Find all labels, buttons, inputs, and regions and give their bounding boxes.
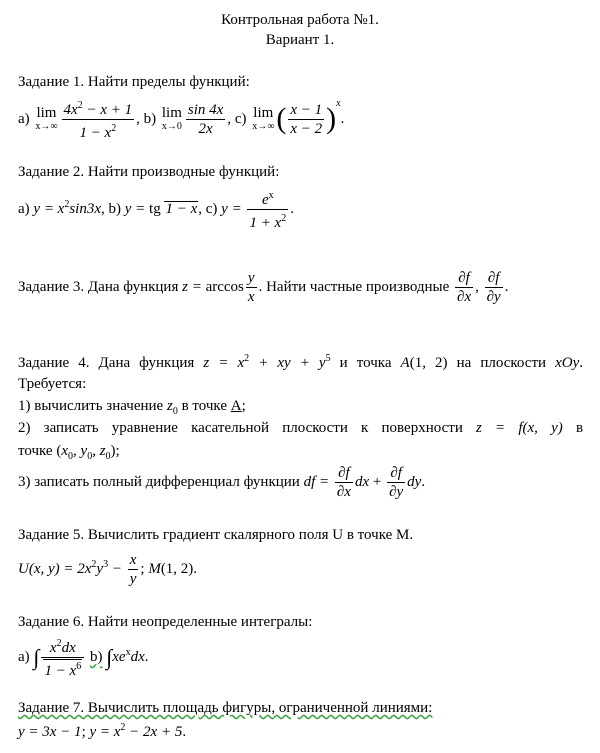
limit-operator: lim x→0 xyxy=(161,104,182,132)
variant-title: Вариант 1. xyxy=(265,32,335,48)
fraction: $\frac{\partial f}{\partial y}$ xyxy=(486,270,501,305)
task-4-line-1: Задание 4. Дана функция $z = x^2$ + xy + $y^5$ и точка A(1, 2) на плоскости xOy. xyxy=(18,353,583,371)
fraction: $\frac{x^2dx}{1 - x^6}$ xyxy=(41,636,84,679)
fraction: $\frac{y}{x}$ xyxy=(247,270,255,305)
task-1-formulas: a) lim x→∞ $\frac{4x^2 - x + 1}{1 - x^2}$ , b) lim x→0 $\frac{\sin 4x}{2x}$ , c) lim x→∞ ( $\frac{x - 1}{x - 2}$ )$^x$. xyxy=(18,98,345,141)
task-4-heading: Задание 4. Дана функция xyxy=(18,355,195,371)
task-4-step-1: 1) вычислить значение $z_0$ в точке A; xyxy=(18,398,246,417)
fraction: $\frac{x - 1}{x - 2}$ xyxy=(290,102,323,137)
fraction: $\frac{\partial f}{\partial x}$ xyxy=(457,270,472,305)
task-7-formula: y = 3x − 1; $y = x^2 - 2x + 5$. xyxy=(18,722,187,740)
task-3-mid-text: . Найти частные производные xyxy=(258,278,450,295)
task-2-formulas: a) $y = x^2\sin 3x$, b) y = tg 1 − x, c) y = $\frac{e^x}{1 + x^2}$ . xyxy=(18,190,294,231)
limit-operator: lim x→∞ xyxy=(252,104,275,132)
task-4-step-2: 2) записать уравнение касательной плоскости к поверхности z = f(x, y) в xyxy=(18,420,584,436)
fraction: $\frac{\sin 4x}{2x}$ xyxy=(187,102,224,137)
task-7-heading: Задание 7. Вычислить площадь фигуры, ограниченной линиями: xyxy=(18,700,433,716)
task-5-heading: Задание 5. Вычислить градиент скалярного поля U в точке M. xyxy=(18,527,414,543)
fraction: $\frac{\partial f}{\partial x}$ xyxy=(336,465,351,500)
fraction: $\frac{4x^2 - x + 1}{1 - x^2}$ xyxy=(63,100,133,141)
document-title: Контрольная работа №1. xyxy=(221,12,379,28)
task-3-heading: Задание 3. Дана функция xyxy=(18,278,179,295)
task-4-step-2-cont: точке ($x_0$, $y_0$, $z_0$); xyxy=(18,443,120,462)
fraction: $\frac{e^x}{1 + x^2}$ xyxy=(249,190,287,231)
limit-operator: lim x→∞ xyxy=(35,104,58,132)
task-4-step-3: 3) записать полный дифференциал функции df = $\frac{\partial f}{\partial x}$ dx + $\frac{\partial f}{\partial y}$ dy. xyxy=(18,465,426,500)
task-4-required: Требуется: xyxy=(18,376,87,392)
fraction: $\frac{\partial f}{\partial y}$ xyxy=(389,465,404,500)
task-2-heading: Задание 2. Найти производные функций: xyxy=(18,164,280,180)
task-3-line: Задание 3. Дана функция z = arccos $\frac{y}{x}$ . Найти частные производные $\frac{\partial f}{\partial x}$ , $\frac{\partial f}{\partial y}$ . xyxy=(18,270,509,305)
fraction: $\frac{x}{y}$ xyxy=(129,552,137,587)
task-5-formula: U(x, $y) = 2x^2y^3$ − $\frac{x}{y}$ ; M(1, 2). xyxy=(18,552,198,587)
task-1-heading: Задание 1. Найти пределы функций: xyxy=(18,74,250,90)
task-6-formulas: a) ∫ $\frac{x^2dx}{1 - x^6}$ b) $\int xe^xdx$. xyxy=(18,638,149,679)
task-6-heading: Задание 6. Найти неопределенные интегралы: xyxy=(18,614,313,630)
